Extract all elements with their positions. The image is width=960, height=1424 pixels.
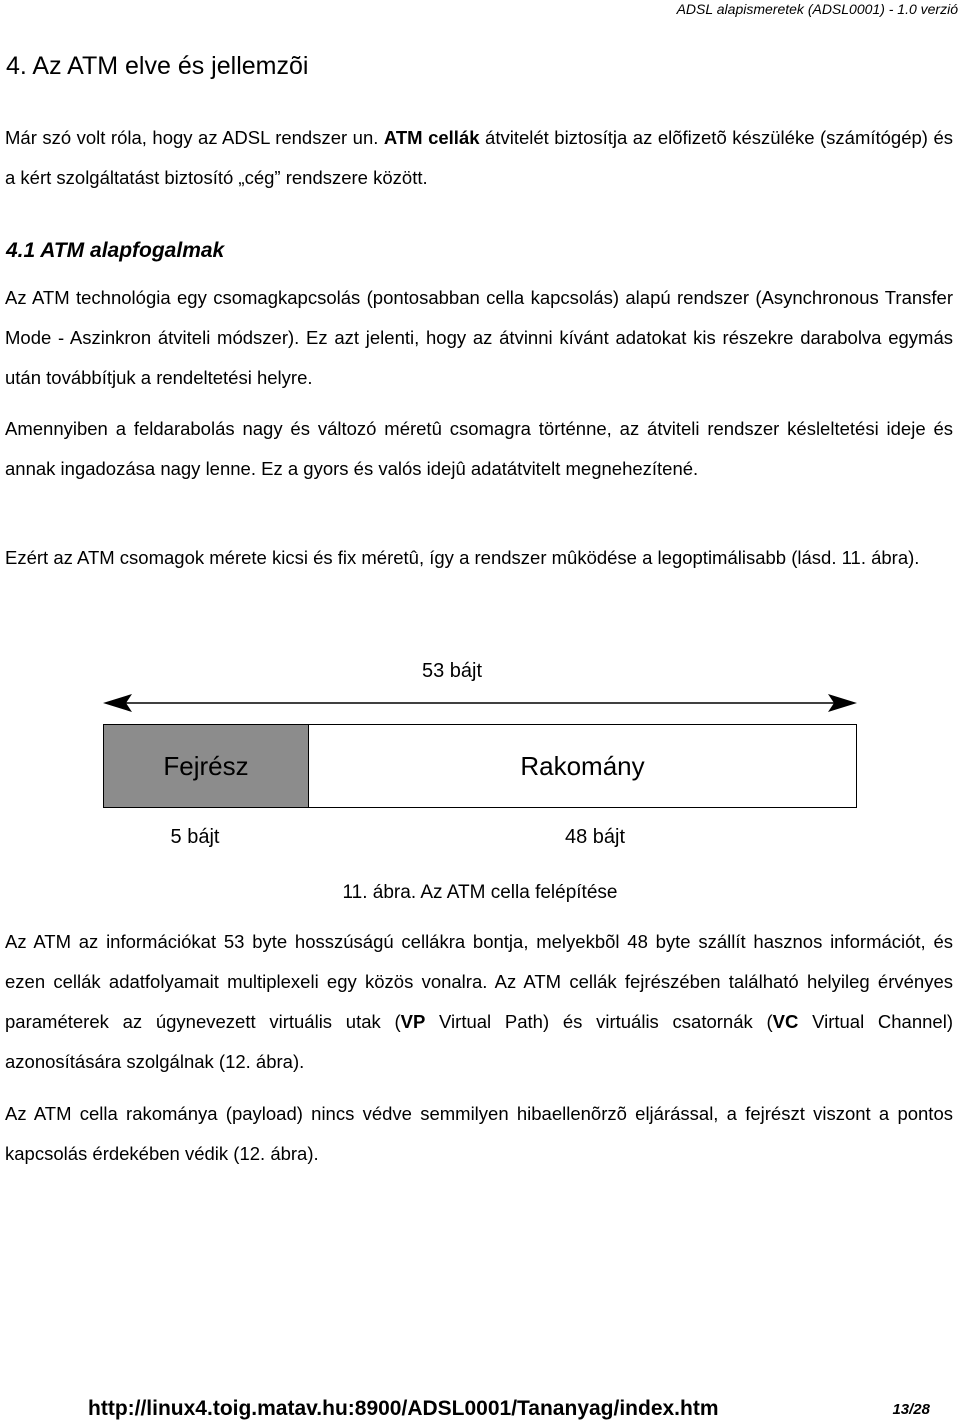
intro-paragraph (5, 118, 953, 198)
paragraph-atm-technology: Az ATM technológia egy csomagkapcsolás (pontosabban cella kapcsolás) alapú rendszer (Asynchronous Transfer Mode - Aszinkron átviteli módszer). Ez azt jelenti, hogy az átvinni kívánt adatokat kis részekre darabolva egymás után továbbítjuk a rendeltetési helyre. (5, 287, 953, 388)
intro-bold-term: ATM cellák (383, 127, 480, 148)
intro-text-a: Már szó volt róla, hogy az ADSL rendszer un. (5, 127, 384, 148)
vc-abbrev: VC (772, 1011, 799, 1032)
intro-text-b: átvitelét biztosítja az elõfizetõ készüléke (számítógép) és a kért szolgáltatást biztosító „cég” rendszere között. (5, 127, 953, 188)
page-number: 13/28 (892, 1401, 930, 1418)
figure-caption: 11. ábra. Az ATM cella felépítése (342, 882, 618, 903)
cell-header-box (103, 724, 309, 808)
section-title: 4. Az ATM elve és jellemzõi (6, 52, 309, 80)
footer-url: http://linux4.toig.matav.hu:8900/ADSL0001/Tananyag/index.htm (88, 1397, 719, 1420)
subsection-title: 4.1 ATM alapfogalmak (6, 239, 225, 262)
p4-text-b: Virtual Path) és virtuális csatornák ( (425, 1011, 773, 1032)
payload-size-label: 48 bájt (564, 826, 626, 848)
vp-abbrev: VP (400, 1011, 426, 1032)
cell-payload-box (308, 724, 857, 808)
atm-cell-figure (0, 650, 960, 920)
cell-payload-label: Rakomány (520, 750, 645, 781)
paragraph-vp-vc (5, 922, 953, 1082)
paragraph-fragmentation: Amennyiben a feldarabolás nagy és változó méretû csomagra történne, az átviteli rendszer késleltetési ideje és annak ingadozása nagy lenne. Ez a gyors és valós idejû adatátvitelt megnehezítené. (5, 418, 953, 479)
header-size-label: 5 bájt (170, 826, 220, 848)
p4-text-c: Virtual Channel) azonosítására szolgálnak (12. ábra). (5, 1011, 953, 1072)
paragraph-payload-protection: Az ATM cella rakománya (payload) nincs védve semmilyen hibaellenõrzõ eljárással, a fejrészt viszont a pontos kapcsolás érdekében védik (12. ábra). (5, 1103, 953, 1164)
p4-text-a: Az ATM az információkat 53 byte hosszúságú cellákra bontja, melyekbõl 48 byte szállít hasznos információt, és ezen cellák adatfolyamait multiplexeli egy közös vonalra. Az ATM cellák fejrészében található helyileg érvényes paraméterek az úgynevezett virtuális utak ( (5, 931, 953, 1032)
total-size-label: 53 bájt (421, 660, 483, 682)
paragraph-cell-size: Ezért az ATM csomagok mérete kicsi és fix méretû, így a rendszer mûködése a legoptimálisabb (lásd. 11. ábra). (5, 547, 920, 568)
cell-header-label: Fejrész (163, 750, 249, 781)
document-header: ADSL alapismeretek (ADSL0001) - 1.0 verzió (676, 1, 958, 17)
